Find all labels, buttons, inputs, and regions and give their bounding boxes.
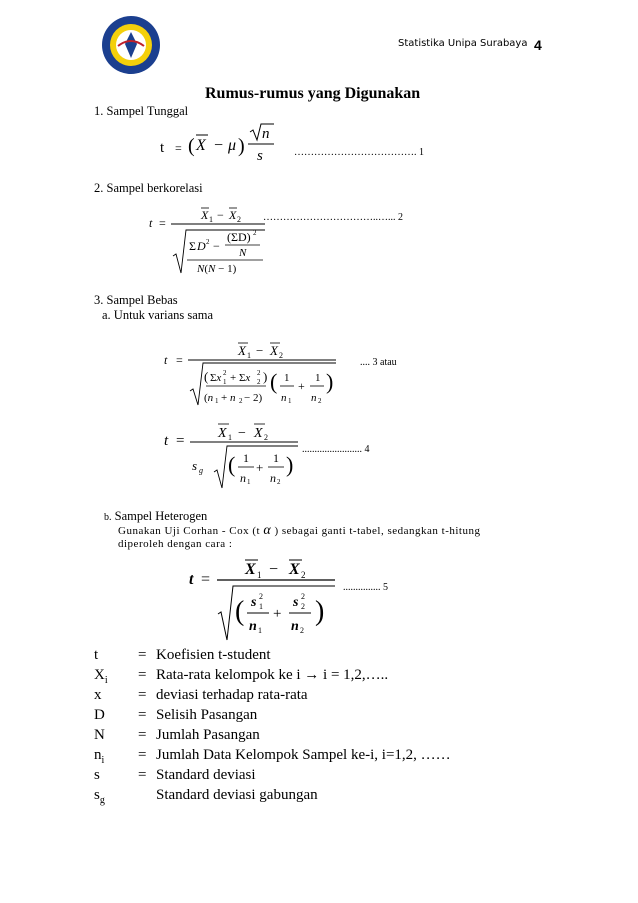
svg-text:+ Σx: + Σx <box>230 372 251 384</box>
svg-text:+: + <box>298 379 305 393</box>
svg-text:2: 2 <box>257 369 261 377</box>
svg-text:1: 1 <box>315 372 321 384</box>
svg-text:− 2): − 2) <box>244 392 263 404</box>
legend-description: Standard deviasi gabungan <box>156 787 318 803</box>
legend-equals: = <box>138 667 147 683</box>
section-3b-label: Sampel Heterogen <box>114 509 208 523</box>
svg-text:X: X <box>245 561 256 578</box>
section-3b-prefix: b. <box>104 512 112 523</box>
svg-text:2: 2 <box>223 369 227 377</box>
svg-text:=: = <box>201 571 211 588</box>
svg-text:2: 2 <box>239 397 243 405</box>
svg-text:−: − <box>238 426 246 441</box>
svg-text:2: 2 <box>237 215 241 224</box>
formula-2 <box>145 198 435 283</box>
svg-text:2: 2 <box>253 229 257 237</box>
section-3b-heading <box>104 509 207 524</box>
svg-text:2: 2 <box>279 351 283 360</box>
svg-text:n: n <box>240 471 246 485</box>
legend-description: Rata-rata kelompok ke i → i = 1,2,….. <box>156 667 389 683</box>
svg-text:X: X <box>196 137 206 154</box>
svg-text:(ΣD): (ΣD) <box>227 230 251 244</box>
svg-text:1: 1 <box>284 372 290 384</box>
formula-1-eq: = <box>175 141 182 155</box>
svg-text:n: n <box>262 126 270 142</box>
svg-text:−: − <box>269 561 279 578</box>
formula-1-lhs: t <box>160 140 165 156</box>
svg-text:1: 1 <box>215 397 219 405</box>
svg-text:2: 2 <box>259 592 263 601</box>
legend-symbol: $s_g$ <box>94 787 105 806</box>
section-3-heading: 3. Sampel Bebas <box>94 293 178 307</box>
section-2-heading: 2. Sampel berkorelasi <box>94 181 203 195</box>
svg-text:n: n <box>311 392 317 404</box>
formula-3 <box>160 335 450 412</box>
svg-text:−: − <box>214 137 224 154</box>
svg-text:D: D <box>197 239 206 253</box>
svg-text:n: n <box>281 392 287 404</box>
formula-2-leader: ……………………………..…... 2 <box>263 212 403 223</box>
legend-equals: = <box>138 687 147 703</box>
svg-text:+ n: + n <box>221 392 236 404</box>
svg-text:s: s <box>251 595 257 610</box>
legend-equals: = <box>138 647 147 663</box>
svg-text:1: 1 <box>247 351 251 360</box>
legend-description: Selisih Pasangan <box>156 707 258 723</box>
svg-text:X: X <box>289 561 300 578</box>
legend-symbol: $X_i$ <box>94 667 108 686</box>
svg-text:2: 2 <box>301 592 305 601</box>
svg-text:s: s <box>257 148 263 164</box>
svg-text:(n: (n <box>204 392 214 404</box>
svg-text:X: X <box>238 343 246 358</box>
legend-equals: = <box>138 767 147 783</box>
legend-symbol: t <box>94 647 99 663</box>
svg-text:n: n <box>270 471 276 485</box>
svg-text:1: 1 <box>259 602 263 611</box>
legend-equals: = <box>138 727 147 743</box>
svg-text:): ) <box>238 135 245 157</box>
legend-description: Koefisien t-student <box>156 647 271 663</box>
svg-text:2: 2 <box>206 238 210 246</box>
svg-text:−: − <box>217 208 224 222</box>
running-title: Statistika Unipa Surabaya <box>398 38 528 49</box>
page-title: Rumus-rumus yang Digunakan <box>205 85 421 102</box>
svg-text:X: X <box>254 426 263 441</box>
svg-text:): ) <box>286 452 294 477</box>
svg-text:t: t <box>149 216 153 230</box>
legend-description: deviasi terhadap rata-rata <box>156 687 308 703</box>
svg-text:2: 2 <box>277 478 281 486</box>
legend-description: Jumlah Pasangan <box>156 727 260 743</box>
svg-text:s: s <box>293 595 299 610</box>
svg-text:g: g <box>199 466 203 475</box>
svg-text:−: − <box>213 239 220 253</box>
svg-text:X: X <box>270 343 278 358</box>
legend-equals: = <box>138 747 147 763</box>
alpha-symbol: α <box>263 523 272 538</box>
formula-1 <box>150 118 530 175</box>
svg-text:n: n <box>249 619 257 634</box>
svg-text:s: s <box>192 458 198 473</box>
svg-text:+: + <box>273 606 282 622</box>
formula-4-leader: ........................ 4 <box>302 444 370 455</box>
section-3b-text-1-post: ) sebagai ganti t-tabel, sedangkan t-hitung <box>274 525 481 537</box>
section-3a-heading: a. Untuk varians sama <box>102 308 214 322</box>
svg-text:1: 1 <box>247 478 251 486</box>
section-3b-text-1-pre: Gunakan Uji Corhan - Cox (t <box>118 525 261 537</box>
svg-text:): ) <box>326 369 334 394</box>
legend-symbol: x <box>94 687 102 703</box>
svg-text:=: = <box>176 433 185 449</box>
formula-5-leader: ............... 5 <box>343 582 388 593</box>
svg-text:X: X <box>201 208 209 222</box>
legend-symbol: D <box>94 707 105 723</box>
svg-text:n: n <box>291 619 299 634</box>
formula-1-leader: ………………………………. 1 <box>294 147 424 158</box>
svg-text:1: 1 <box>223 378 227 386</box>
svg-text:1: 1 <box>273 451 279 465</box>
svg-text:X: X <box>229 208 237 222</box>
formula-5 <box>185 554 435 649</box>
svg-text:1: 1 <box>257 570 262 580</box>
svg-text:2: 2 <box>300 626 304 635</box>
svg-text:X: X <box>218 426 227 441</box>
svg-text:−: − <box>256 343 264 358</box>
svg-text:+: + <box>256 460 264 475</box>
legend-symbol: N <box>94 727 105 743</box>
legend-symbol: $n_i$ <box>94 747 105 766</box>
svg-text:(: ( <box>270 369 278 394</box>
svg-text:(: ( <box>204 369 209 384</box>
svg-text:1: 1 <box>258 626 262 635</box>
legend-symbol: s <box>94 767 100 783</box>
svg-text:2: 2 <box>301 570 306 580</box>
svg-text:t: t <box>164 433 169 449</box>
legend-equals: = <box>138 707 147 723</box>
svg-text:N: N <box>239 247 247 259</box>
university-logo <box>100 14 162 76</box>
formula-4 <box>160 418 450 495</box>
page-number: 4 <box>534 37 542 53</box>
section-1-heading: 1. Sampel Tunggal <box>94 104 189 118</box>
svg-text:(: ( <box>228 452 236 477</box>
svg-text:Σx: Σx <box>210 372 222 384</box>
section-3b-text-line-1 <box>118 523 480 539</box>
svg-text:t: t <box>189 571 194 588</box>
svg-text:=: = <box>159 216 166 230</box>
svg-text:Σ: Σ <box>189 239 196 253</box>
svg-text:2: 2 <box>264 433 268 442</box>
svg-text:μ: μ <box>228 137 237 154</box>
svg-text:(: ( <box>188 135 195 157</box>
formula-3-leader: .... 3 atau <box>360 357 397 368</box>
svg-text:1: 1 <box>228 433 232 442</box>
svg-text:): ) <box>315 596 325 627</box>
svg-text:): ) <box>263 369 268 384</box>
section-3b-text-line-2: diperoleh dengan cara : <box>118 538 233 550</box>
legend-description: Jumlah Data Kelompok Sampel ke-i, i=1,2, …… <box>156 747 451 763</box>
svg-text:t: t <box>164 353 168 367</box>
svg-text:=: = <box>176 353 183 367</box>
svg-text:N(N − 1): N(N − 1) <box>197 263 237 275</box>
svg-text:(: ( <box>235 596 245 627</box>
svg-text:1: 1 <box>243 451 249 465</box>
svg-text:1: 1 <box>209 215 213 224</box>
legend-description: Standard deviasi <box>156 767 256 783</box>
svg-text:2: 2 <box>257 378 261 386</box>
svg-text:2: 2 <box>318 397 322 405</box>
svg-text:2: 2 <box>301 602 305 611</box>
svg-text:1: 1 <box>288 397 292 405</box>
